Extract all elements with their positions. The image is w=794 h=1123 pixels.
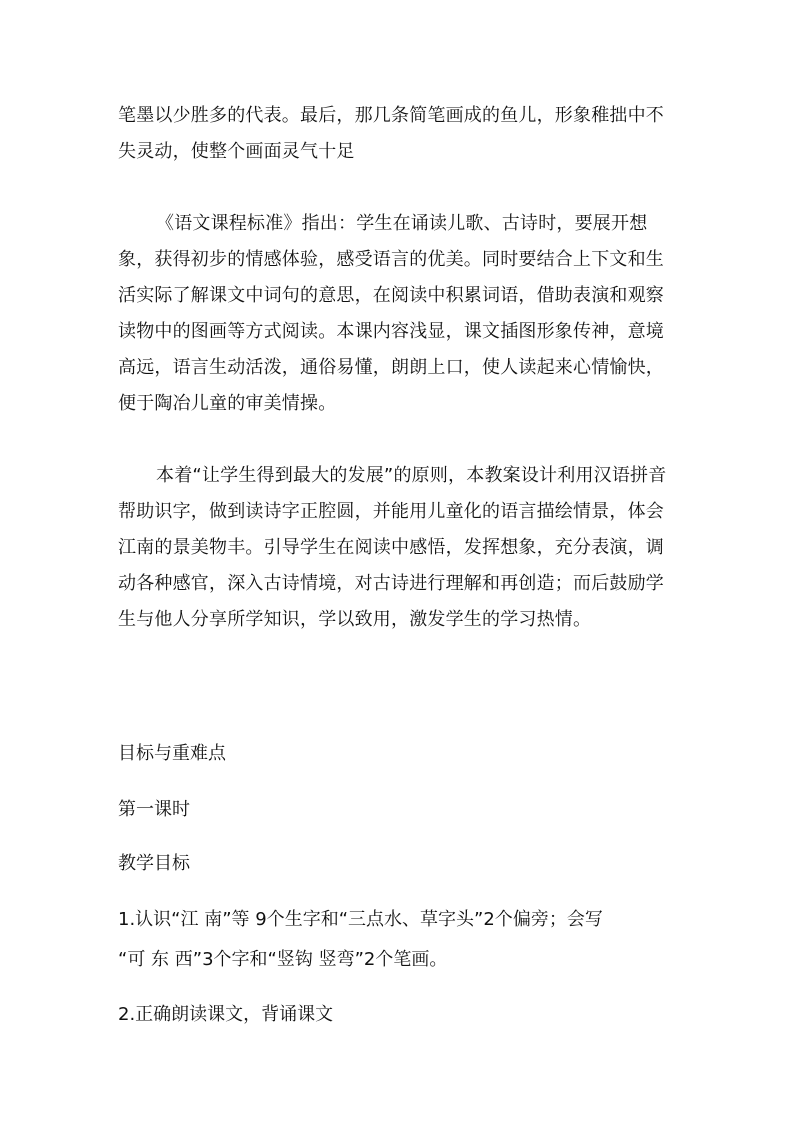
heading-first-lesson: 第一课时 — [118, 799, 190, 820]
goal-item-1-line-1: 1.认识“江 南”等 9个生字和“三点水、草字头”2个偏旁；会写 — [118, 909, 603, 930]
heading-teaching-goals: 教学目标 — [118, 853, 190, 874]
goal-item-2: 2.正确朗读课文，背诵课文 — [118, 1004, 334, 1025]
paragraph-curriculum-standard: 《语文课程标准》指出：学生在诵读儿歌、古诗时，要展开想象，获得初步的情感体验，感受语言的优美。同时要结合上下文和生活实际了解课文中词句的意思，在阅读中积累词语，借助表演和观察读物中的图画等方式阅读。本课内容浅显，课文插图形象传神，意境高远，语言生动活泼，通俗易懂，朗朗上口，使人读起来心情愉快，便于陶冶儿童的审美情操。 — [118, 213, 664, 414]
goal-item-1-line-2: “可 东 西”3个字和“竖钩 竖弯”2个笔画。 — [118, 949, 448, 970]
heading-goals-and-difficulties: 目标与重难点 — [118, 743, 226, 764]
paragraph-teaching-design: 本着“让学生得到最大的发展”的原则，本教案设计利用汉语拼音帮助识字，做到读诗字正腔圆，并能用儿童化的语言描绘情景，体会江南的景美物丰。引导学生在阅读中感悟，发挥想象，充分表演，调动各种感官，深入古诗情境，对古诗进行理解和再创造；而后鼓励学生与他人分享所学知识，学以致用，激发学生的学习热情。 — [118, 465, 667, 630]
paragraph-continuation: 笔墨以少胜多的代表。最后，那几条简笔画成的鱼儿，形象稚拙中不失灵动，使整个画面灵气十足 — [118, 105, 664, 162]
